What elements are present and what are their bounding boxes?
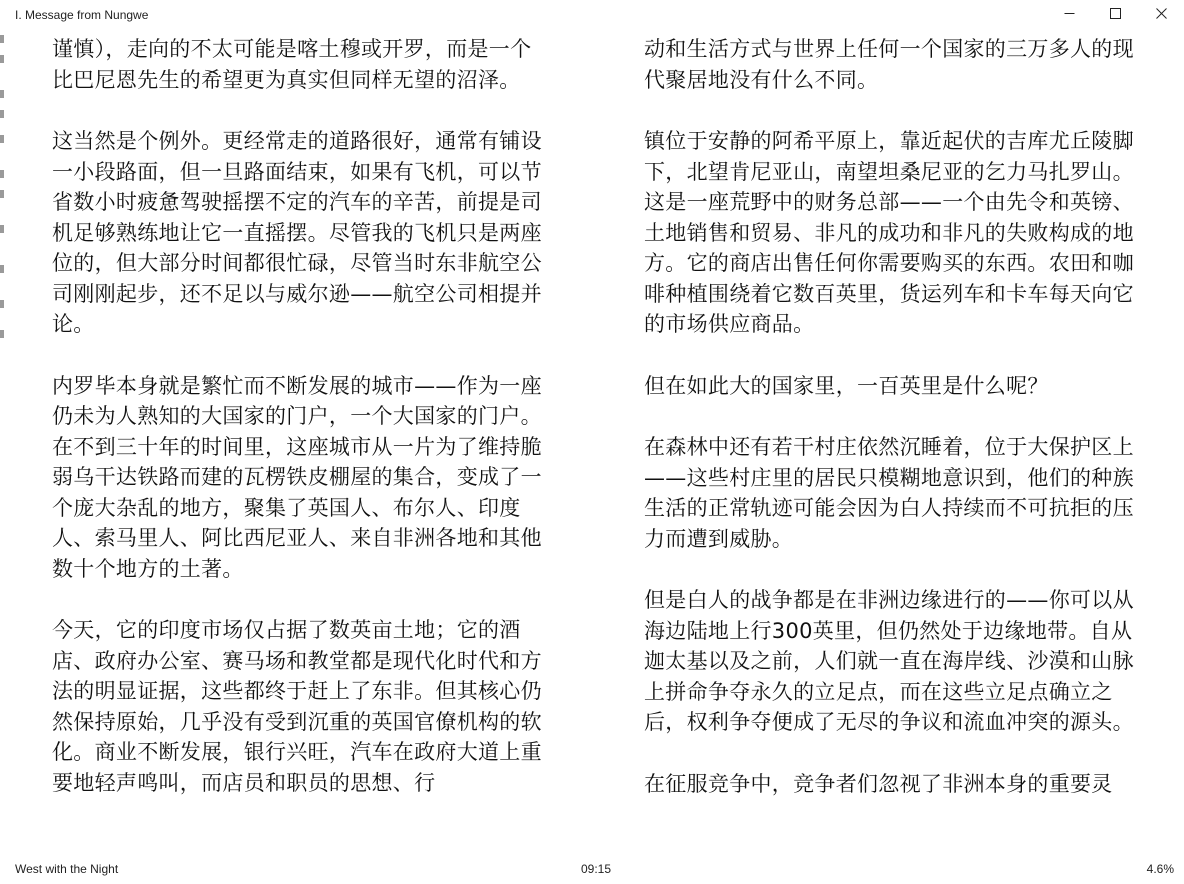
paragraph: 在森林中还有若干村庄依然沉睡着，位于大保护区上——这些村庄里的居民只模糊地意识到，他们的种族生活的正常轨迹可能会因为白人持续而不可抗拒的压力而遭到威胁。 bbox=[644, 435, 1134, 551]
title-bar[interactable] bbox=[0, 0, 1184, 30]
clock: 09:15 bbox=[581, 862, 612, 876]
left-page[interactable] bbox=[52, 34, 548, 829]
background-window-edge bbox=[0, 30, 6, 360]
paragraph: 在征服竞争中，竞争者们忽视了非洲本身的重要灵 bbox=[644, 771, 1113, 796]
status-bar bbox=[0, 854, 1184, 884]
paragraph: 内罗毕本身就是繁忙而不断发展的城市——作为一座仍未为人熟知的大国家的门户，一个大国家的门户。在不到三十年的时间里，这座城市从一片为了维持脆弱乌干达铁路而建的瓦楞铁皮棚屋的集合，变成了一个庞大杂乱的地方，聚集了英国人、布尔人、印度人、索马里人、阿比西尼亚人、来自非洲各地和其他数十个地方的土著。 bbox=[52, 373, 542, 581]
paragraph: 镇位于安静的阿希平原上，靠近起伏的吉库尤丘陵脚下，北望肯尼亚山，南望坦桑尼亚的乞力马扎罗山。这是一座荒野中的财务总部——一个由先令和英镑、土地销售和贸易、非凡的成功和非凡的失败构成的地方。它的商店出售任何你需要购买的东西。农田和咖啡种植围绕着它数百英里，货运列车和卡车每天向它的市场供应商品。 bbox=[644, 129, 1134, 336]
paragraph: 谨慎），走向的不太可能是喀土穆或开罗，而是一个比巴尼恩先生的希望更为真实但同样无望的沼泽。 bbox=[52, 37, 532, 92]
maximize-button[interactable] bbox=[1092, 0, 1138, 26]
paragraph: 但在如此大的国家里，一百英里是什么呢？ bbox=[644, 373, 1049, 398]
maximize-icon bbox=[1110, 8, 1121, 19]
minimize-icon bbox=[1064, 8, 1075, 19]
paragraph: 动和生活方式与世界上任何一个国家的三万多人的现代聚居地没有什么不同。 bbox=[644, 37, 1134, 92]
close-button[interactable] bbox=[1138, 0, 1184, 26]
paragraph: 今天，它的印度市场仅占据了数英亩土地；它的酒店、政府办公室、赛马场和教堂都是现代化时代和方法的明显证据，这些都终于赶上了东非。但其核心仍然保持原始，几乎没有受到沉重的英国官僚机构的软化。商业不断发展，银行兴旺，汽车在政府大道上重要地轻声鸣叫，而店员和职员的思想、行 bbox=[52, 618, 542, 795]
right-page[interactable] bbox=[644, 34, 1140, 830]
chapter-title: I. Message from Nungwe bbox=[15, 8, 149, 22]
reading-progress: 4.6% bbox=[1146, 862, 1174, 876]
minimize-button[interactable] bbox=[1046, 0, 1092, 26]
book-title: West with the Night bbox=[15, 862, 119, 876]
paragraph: 但是白人的战争都是在非洲边缘进行的——你可以从海边陆地上行300英里，但仍然处于边缘地带。自从迦太基以及之前，人们就一直在海岸线、沙漠和山脉上拼命争夺永久的立足点，而在这些立足点确立之后，权利争夺便成了无尽的争议和流血冲突的源头。 bbox=[644, 588, 1134, 734]
paragraph: 这当然是个例外。更经常走的道路很好，通常有铺设一小段路面，但一旦路面结束，如果有飞机，可以节省数小时疲惫驾驶摇摆不定的汽车的辛苦，前提是司机足够熟练地让它一直摇摆。尽管我的飞机只是两座位的，但大部分时间都很忙碌，尽管当时东非航空公司刚刚起步，还不足以与威尔逊——航空公司相提并论。 bbox=[52, 129, 542, 336]
window-controls bbox=[1046, 0, 1184, 26]
close-icon bbox=[1156, 8, 1167, 19]
